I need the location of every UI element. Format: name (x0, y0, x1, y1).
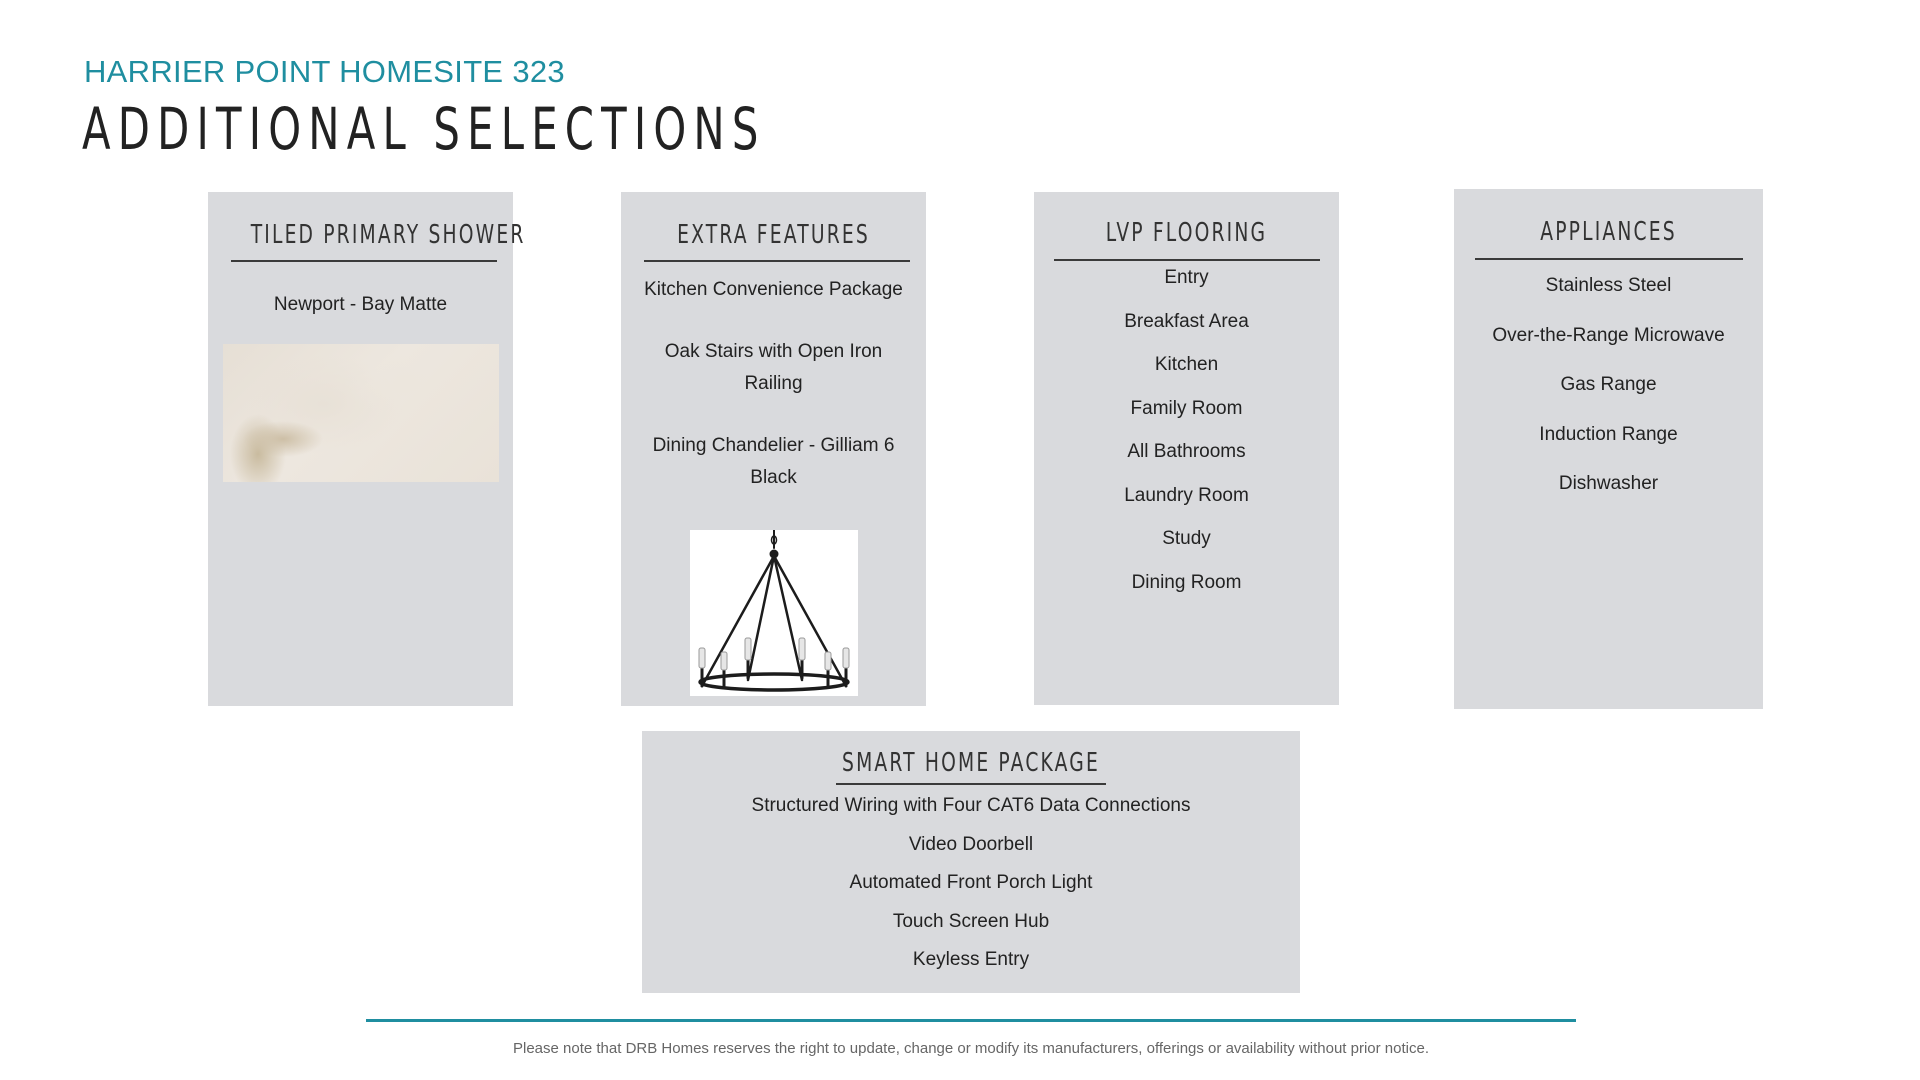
lvp-flooring-list (1034, 266, 1339, 614)
extra-features-list (621, 274, 926, 524)
smart-home-list (642, 794, 1300, 987)
shower-card (208, 192, 526, 706)
list-item: Keyless Entry (912, 949, 1030, 970)
footer-divider (366, 1019, 1576, 1022)
list-item: Stainless Steel (1545, 275, 1672, 296)
list-item: Oak Stairs with Open Iron Railing (664, 341, 883, 394)
appliances-divider (1475, 258, 1743, 260)
list-item: Study (1162, 528, 1211, 549)
chandelier-image (690, 530, 858, 696)
page-title: ADDITIONAL SELECTIONS (82, 95, 766, 163)
disclaimer-text: Please note that DRB Homes reserves the right to update, change or modify its manufacturers, offerings or availability without prior notice. (512, 1040, 1429, 1057)
shower-card-divider (231, 260, 497, 262)
list-item: Entry (1164, 267, 1209, 288)
appliances-heading: APPLIANCES (1540, 217, 1677, 247)
extra-features-heading: EXTRA FEATURES (677, 220, 870, 250)
list-item: Kitchen Convenience Package (644, 279, 903, 300)
extra-features-card (621, 192, 926, 706)
homesite-subtitle: HARRIER POINT HOMESITE 323 (84, 54, 565, 89)
appliances-list (1454, 274, 1763, 522)
smart-home-card (642, 731, 1300, 993)
shower-tile-name: Newport - Bay Matte (273, 294, 448, 315)
lvp-flooring-card (1034, 192, 1339, 705)
list-item: Automated Front Porch Light (849, 872, 1093, 893)
lvp-flooring-divider (1054, 259, 1320, 261)
chandelier-icon (690, 530, 858, 696)
shower-card-heading: TILED PRIMARY SHOWER (250, 220, 526, 250)
list-item: Structured Wiring with Four CAT6 Data Connections (751, 795, 1191, 816)
appliances-card (1454, 189, 1763, 709)
tile-swatch-image (223, 344, 499, 482)
list-item: Dishwasher (1558, 473, 1659, 494)
lvp-flooring-heading: LVP FLOORING (1105, 218, 1268, 248)
list-item: Gas Range (1560, 374, 1657, 395)
list-item: Family Room (1130, 397, 1243, 419)
extra-features-divider (644, 260, 910, 262)
list-item: Over-the-Range Microwave (1492, 324, 1725, 346)
smart-home-divider (836, 783, 1106, 785)
list-item: Video Doorbell (908, 833, 1034, 855)
list-item: Dining Chandelier - Gilliam 6 Black (652, 435, 895, 488)
list-item: Laundry Room (1124, 484, 1249, 506)
smart-home-heading: SMART HOME PACKAGE (842, 748, 1100, 778)
list-item: Touch Screen Hub (892, 910, 1050, 932)
list-item: Dining Room (1131, 571, 1242, 593)
list-item: Breakfast Area (1124, 310, 1249, 332)
list-item: All Bathrooms (1127, 441, 1246, 462)
list-item: Induction Range (1539, 423, 1678, 445)
list-item: Kitchen (1154, 354, 1219, 375)
